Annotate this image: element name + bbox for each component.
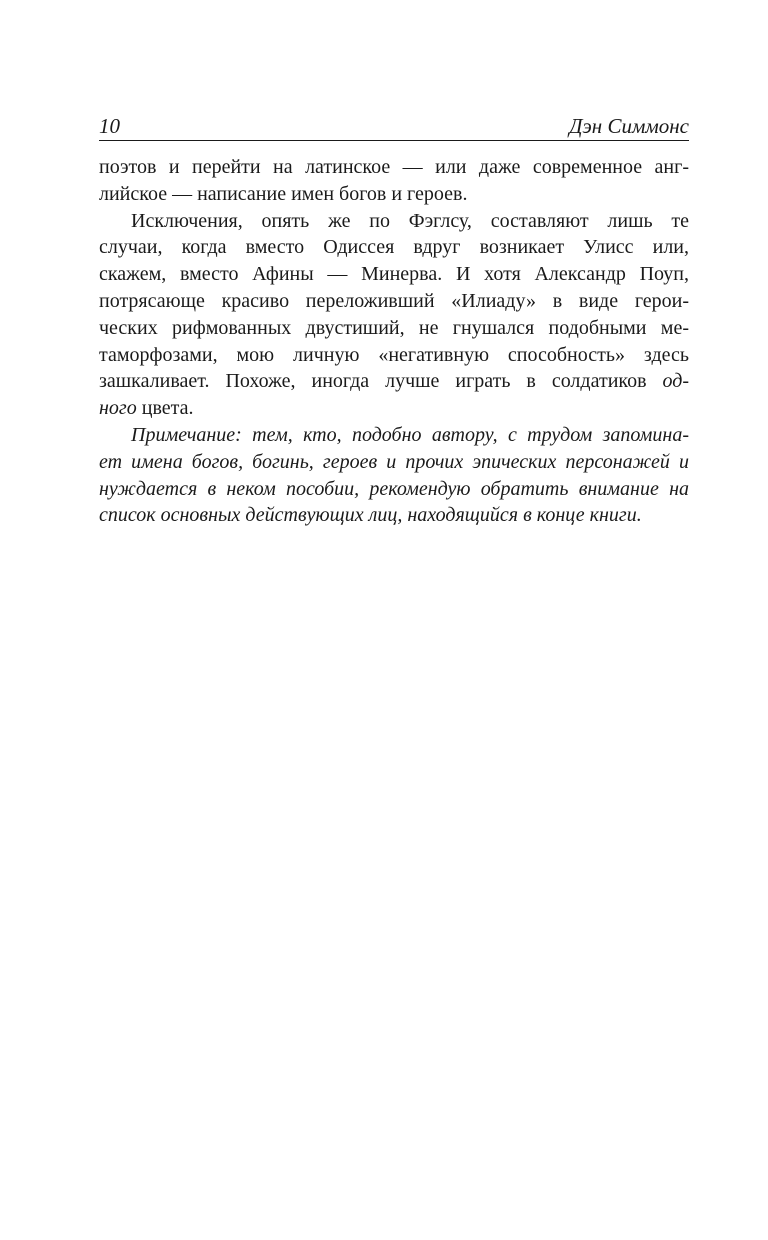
- text-line: [99, 395, 689, 422]
- note-line: список основных действующих лиц, находящийся в конце книги.: [99, 504, 642, 527]
- note-line: нуждается в неком пособии, рекомендую обратить внимание на: [99, 477, 689, 500]
- running-head-author: Дэн Симмонс: [569, 114, 689, 138]
- text-line: скажем, вместо Афины — Минерва. И хотя Александр Поуп,: [99, 263, 689, 286]
- text-line: лийское — написание имен богов и героев.: [99, 182, 468, 205]
- page-header: [99, 112, 689, 141]
- note-line: ет имена богов, богинь, героев и прочих эпических персонажей и: [99, 450, 689, 473]
- text-line: Исключения, опять же по Фэглсу, составляют лишь те: [131, 209, 689, 232]
- text-line: ческих рифмованных двустиший, не гнушался подобными ме-: [99, 316, 689, 339]
- text-span: цвета.: [136, 397, 194, 420]
- text-line: таморфозами, мою личную «негативную способность» здесь: [99, 343, 689, 366]
- text-line: поэтов и перейти на латинское — или даже современное анг-: [99, 156, 689, 178]
- text-line: случаи, когда вместо Одиссея вдруг возникает Улисс или,: [99, 236, 689, 259]
- page-number: 10: [99, 114, 120, 138]
- italic-span: од-: [662, 370, 689, 393]
- text-span: зашкаливает. Похоже, иногда лучше играть в солдатиков: [99, 370, 663, 393]
- note-line: Примечание: тем, кто, подобно автору, с трудом запомина-: [131, 423, 689, 446]
- body-text: [99, 154, 689, 529]
- text-line: [99, 368, 689, 395]
- text-line: потрясающе красиво переложивший «Илиаду» в виде герои-: [99, 289, 689, 312]
- italic-span: ного: [99, 397, 137, 420]
